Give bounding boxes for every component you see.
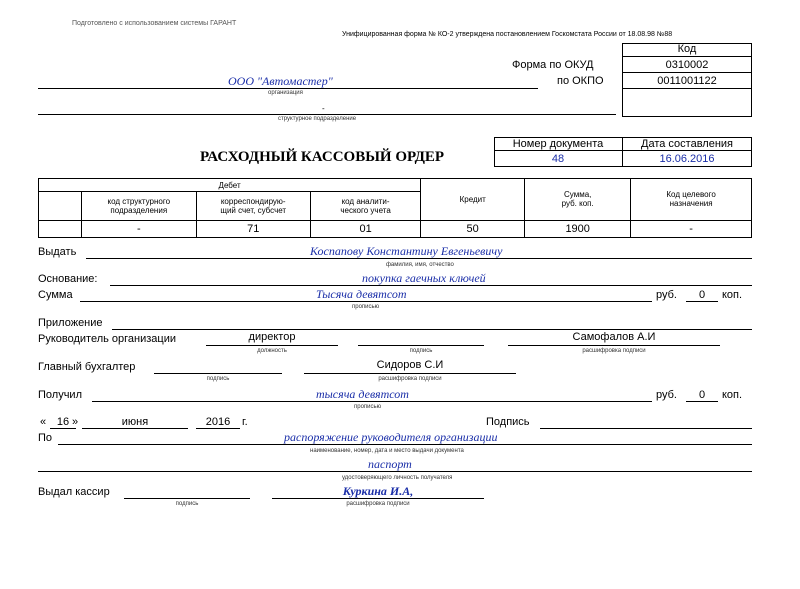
- okpo-label: по ОКПО: [557, 75, 604, 87]
- accountant-name-caption: расшифровка подписи: [378, 376, 442, 382]
- basis-value: покупка гаечных ключей: [362, 271, 486, 285]
- prepared-note: Подготовлено с использованием системы ГАРАНТ: [72, 20, 237, 27]
- okpo-value: 0011001122: [657, 75, 717, 87]
- date-year: 2016: [205, 416, 231, 428]
- received-kop-value: 0: [698, 389, 706, 401]
- sign-label: Подпись: [486, 416, 530, 428]
- by-doc: паспорт: [368, 457, 412, 471]
- col1-header-2: подразделения: [110, 205, 168, 215]
- division-value: -: [322, 104, 325, 113]
- codes-header: Код: [677, 43, 697, 55]
- org-caption: организация: [268, 90, 303, 96]
- by-value: распоряжение руководителя организации: [284, 430, 498, 444]
- credit-header: Кредит: [421, 179, 525, 221]
- cashier-name: Куркина И.А,: [342, 484, 414, 498]
- attachment-label: Приложение: [38, 317, 103, 329]
- target-header-2: назначения: [669, 199, 713, 209]
- debit-header: Дебет: [39, 179, 421, 192]
- received-kop: коп.: [722, 389, 743, 401]
- cell-sum: 1900: [525, 220, 631, 237]
- col3-header-2: ческого учета: [340, 205, 391, 215]
- col2-header-2: щий счет, субсчет: [220, 205, 287, 215]
- head-position: директор: [248, 331, 296, 343]
- issue-caption: фамилия, имя, отчество: [386, 262, 454, 268]
- col3-header-1: код аналити-: [341, 196, 390, 206]
- date-month: июня: [121, 416, 149, 428]
- sum-header-1: Сумма,: [564, 190, 592, 200]
- cell-division: -: [82, 220, 196, 237]
- received-caption: прописью: [354, 404, 382, 410]
- received-value: тысяча девятсот: [316, 387, 409, 401]
- accountant-label: Главный бухгалтер: [38, 361, 136, 373]
- amount-rub: руб.: [656, 289, 677, 301]
- received-rub: руб.: [656, 389, 677, 401]
- head-name: Самофалов А.И: [572, 331, 656, 343]
- date-quote-close: »: [72, 416, 79, 428]
- cell-target: -: [631, 220, 752, 237]
- amount-kop: коп.: [722, 289, 743, 301]
- by-label: По: [38, 432, 53, 444]
- table-row: [39, 220, 752, 237]
- target-header-1: Код целевого: [666, 190, 716, 200]
- doc-date-label: Дата составления: [641, 138, 733, 150]
- received-label: Получил: [38, 389, 82, 401]
- amount-label: Сумма: [38, 289, 73, 301]
- issue-label: Выдать: [38, 246, 77, 258]
- cashier-name-caption: расшифровка подписи: [346, 501, 410, 507]
- doc-number: 48: [551, 153, 565, 165]
- unified-form-note: Унифицированная форма № КО-2 утверждена постановлением Госкомстата России от 18.08.98 №88: [342, 31, 673, 38]
- date-day: 16: [56, 416, 70, 428]
- head-name-caption: расшифровка подписи: [582, 348, 646, 354]
- col1-header-1: код структурного: [107, 196, 171, 206]
- cell-credit: 50: [421, 220, 525, 237]
- issue-value: Коспапову Константину Евгеньевичу: [310, 244, 503, 258]
- org-name: ООО "Автомастер": [228, 74, 333, 88]
- basis-label: Основание:: [38, 273, 98, 285]
- accountant-name: Сидоров С.И: [376, 359, 444, 371]
- amount-kop-value: 0: [698, 289, 706, 301]
- amount-caption: прописью: [352, 304, 380, 310]
- date-quote-open: «: [40, 416, 47, 428]
- sum-header-2: руб. коп.: [561, 199, 594, 209]
- page-title: РАСХОДНЫЙ КАССОВЫЙ ОРДЕР: [200, 149, 445, 165]
- amount-value: Тысяча девятсот: [316, 287, 407, 301]
- by-caption: наименование, номер, дата и место выдачи документа: [310, 448, 464, 454]
- doc-number-label: Номер документа: [512, 138, 604, 150]
- head-sign-caption: подпись: [409, 348, 433, 354]
- cashier-sign-caption: подпись: [175, 501, 199, 507]
- head-label: Руководитель организации: [38, 333, 177, 345]
- head-position-caption: должность: [257, 348, 287, 354]
- date-g: г.: [242, 416, 248, 428]
- doc-date: 16.06.2016: [659, 153, 715, 165]
- division-caption: структурное подразделение: [278, 116, 357, 122]
- cashier-label: Выдал кассир: [38, 486, 110, 498]
- col2-header-1: корреспондирую-: [220, 196, 286, 206]
- cell-account: 71: [196, 220, 310, 237]
- okud-value: 0310002: [665, 59, 709, 71]
- by-doc-caption: удостоверяющего личность получателя: [342, 475, 453, 481]
- accounts-table: [38, 178, 752, 238]
- okud-label: Форма по ОКУД: [512, 59, 594, 71]
- cell-analytics: 01: [310, 220, 420, 237]
- accountant-sign-caption: подпись: [206, 376, 230, 382]
